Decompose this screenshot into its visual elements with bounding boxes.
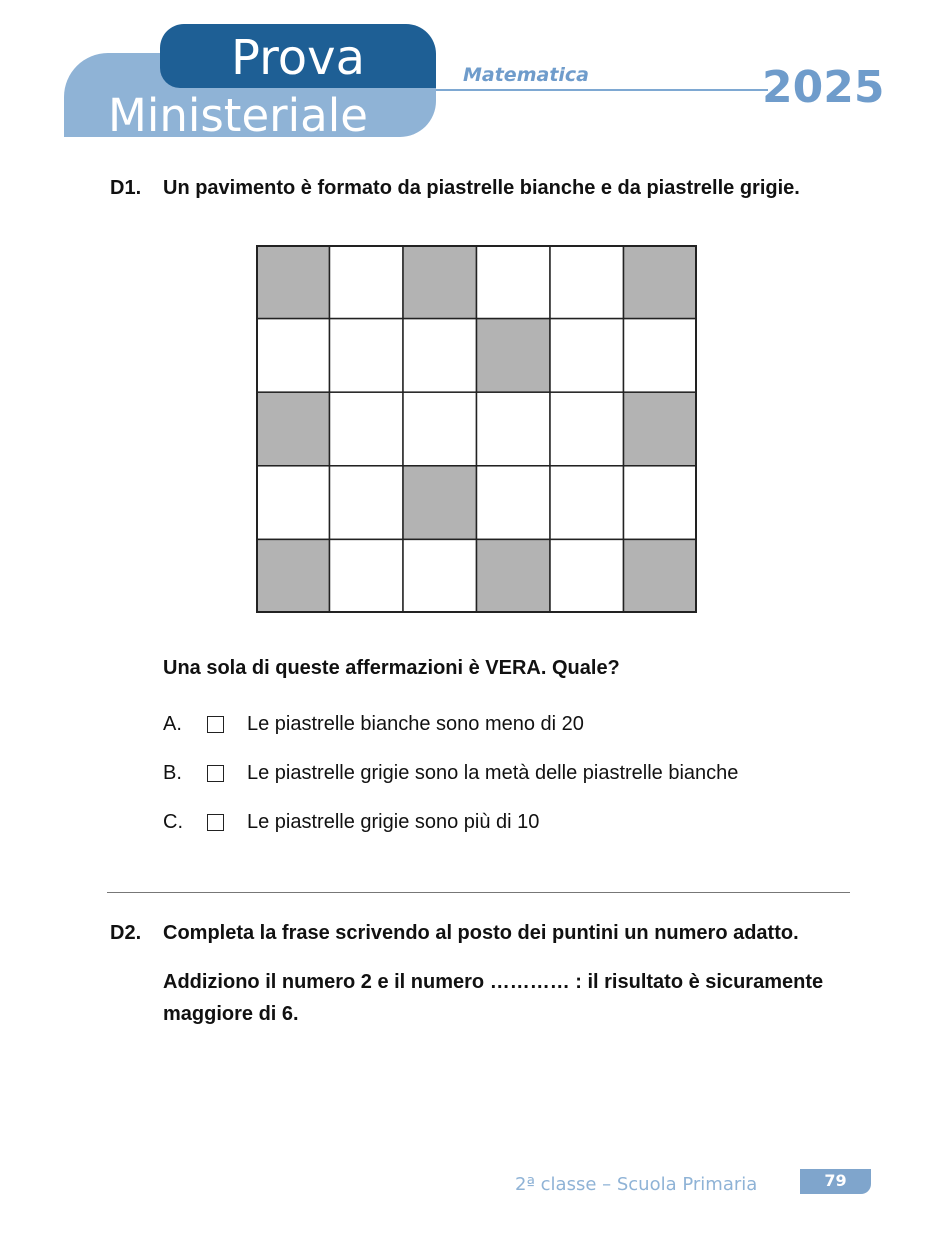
section-divider xyxy=(107,892,850,893)
tile-grey xyxy=(477,319,551,393)
question-text-d1: Un pavimento è formato da piastrelle bianche e da piastrelle grigie. xyxy=(163,177,800,199)
option-b-checkbox[interactable] xyxy=(207,765,224,782)
question-number-d2: D2. xyxy=(110,922,142,944)
question-number-d1: D1. xyxy=(110,177,142,199)
tile-white xyxy=(550,466,624,540)
tile-white xyxy=(330,392,404,466)
tile-grey xyxy=(256,539,330,613)
tile-grey xyxy=(624,392,698,466)
tile-white xyxy=(477,466,551,540)
page-number-badge: 79 xyxy=(800,1169,871,1194)
tile-grey xyxy=(624,245,698,319)
tile-white xyxy=(550,539,624,613)
tile-white xyxy=(550,392,624,466)
tile-grey xyxy=(477,539,551,613)
tile-white xyxy=(330,466,404,540)
question-text-d2: Completa la frase scrivendo al posto dei puntini un numero adatto. xyxy=(163,922,799,944)
header-title-line2: Ministeriale xyxy=(108,89,368,142)
header-title-line1: Prova xyxy=(231,30,365,86)
tile-white xyxy=(330,539,404,613)
year-label: 2025 xyxy=(762,62,885,113)
tile-white xyxy=(477,392,551,466)
header-rule xyxy=(436,89,768,91)
question-sentence-d2-line1: Addiziono il numero 2 e il numero ………… : il risultato è sicuramente xyxy=(163,971,824,993)
tile-grey xyxy=(624,539,698,613)
option-a-text: Le piastrelle bianche sono meno di 20 xyxy=(247,713,584,735)
tile-white xyxy=(624,319,698,393)
question-sentence-d2-line2: maggiore di 6. xyxy=(163,1003,299,1025)
tile-grey xyxy=(256,245,330,319)
option-c-text: Le piastrelle grigie sono più di 10 xyxy=(247,811,540,833)
option-a-letter: A. xyxy=(163,713,182,735)
option-b-text: Le piastrelle grigie sono la metà delle piastrelle bianche xyxy=(247,762,739,784)
tile-white xyxy=(403,539,477,613)
tile-grey xyxy=(403,245,477,319)
tile-white xyxy=(403,319,477,393)
option-c-checkbox[interactable] xyxy=(207,814,224,831)
subject-label: Matematica xyxy=(463,64,589,86)
tile-white xyxy=(330,319,404,393)
tile-white xyxy=(330,245,404,319)
tile-white xyxy=(550,319,624,393)
option-a-checkbox[interactable] xyxy=(207,716,224,733)
option-b-letter: B. xyxy=(163,762,182,784)
tile-white xyxy=(256,466,330,540)
tile-white xyxy=(256,319,330,393)
tile-white xyxy=(403,392,477,466)
tile-floor-grid xyxy=(256,245,697,613)
tile-grey xyxy=(256,392,330,466)
question-prompt-d1: Una sola di queste affermazioni è VERA. Quale? xyxy=(163,657,620,679)
tile-white xyxy=(550,245,624,319)
option-c-letter: C. xyxy=(163,811,183,833)
tile-white xyxy=(624,466,698,540)
footer-class-label: 2ª classe – Scuola Primaria xyxy=(515,1174,758,1195)
tile-white xyxy=(477,245,551,319)
tile-grey xyxy=(403,466,477,540)
